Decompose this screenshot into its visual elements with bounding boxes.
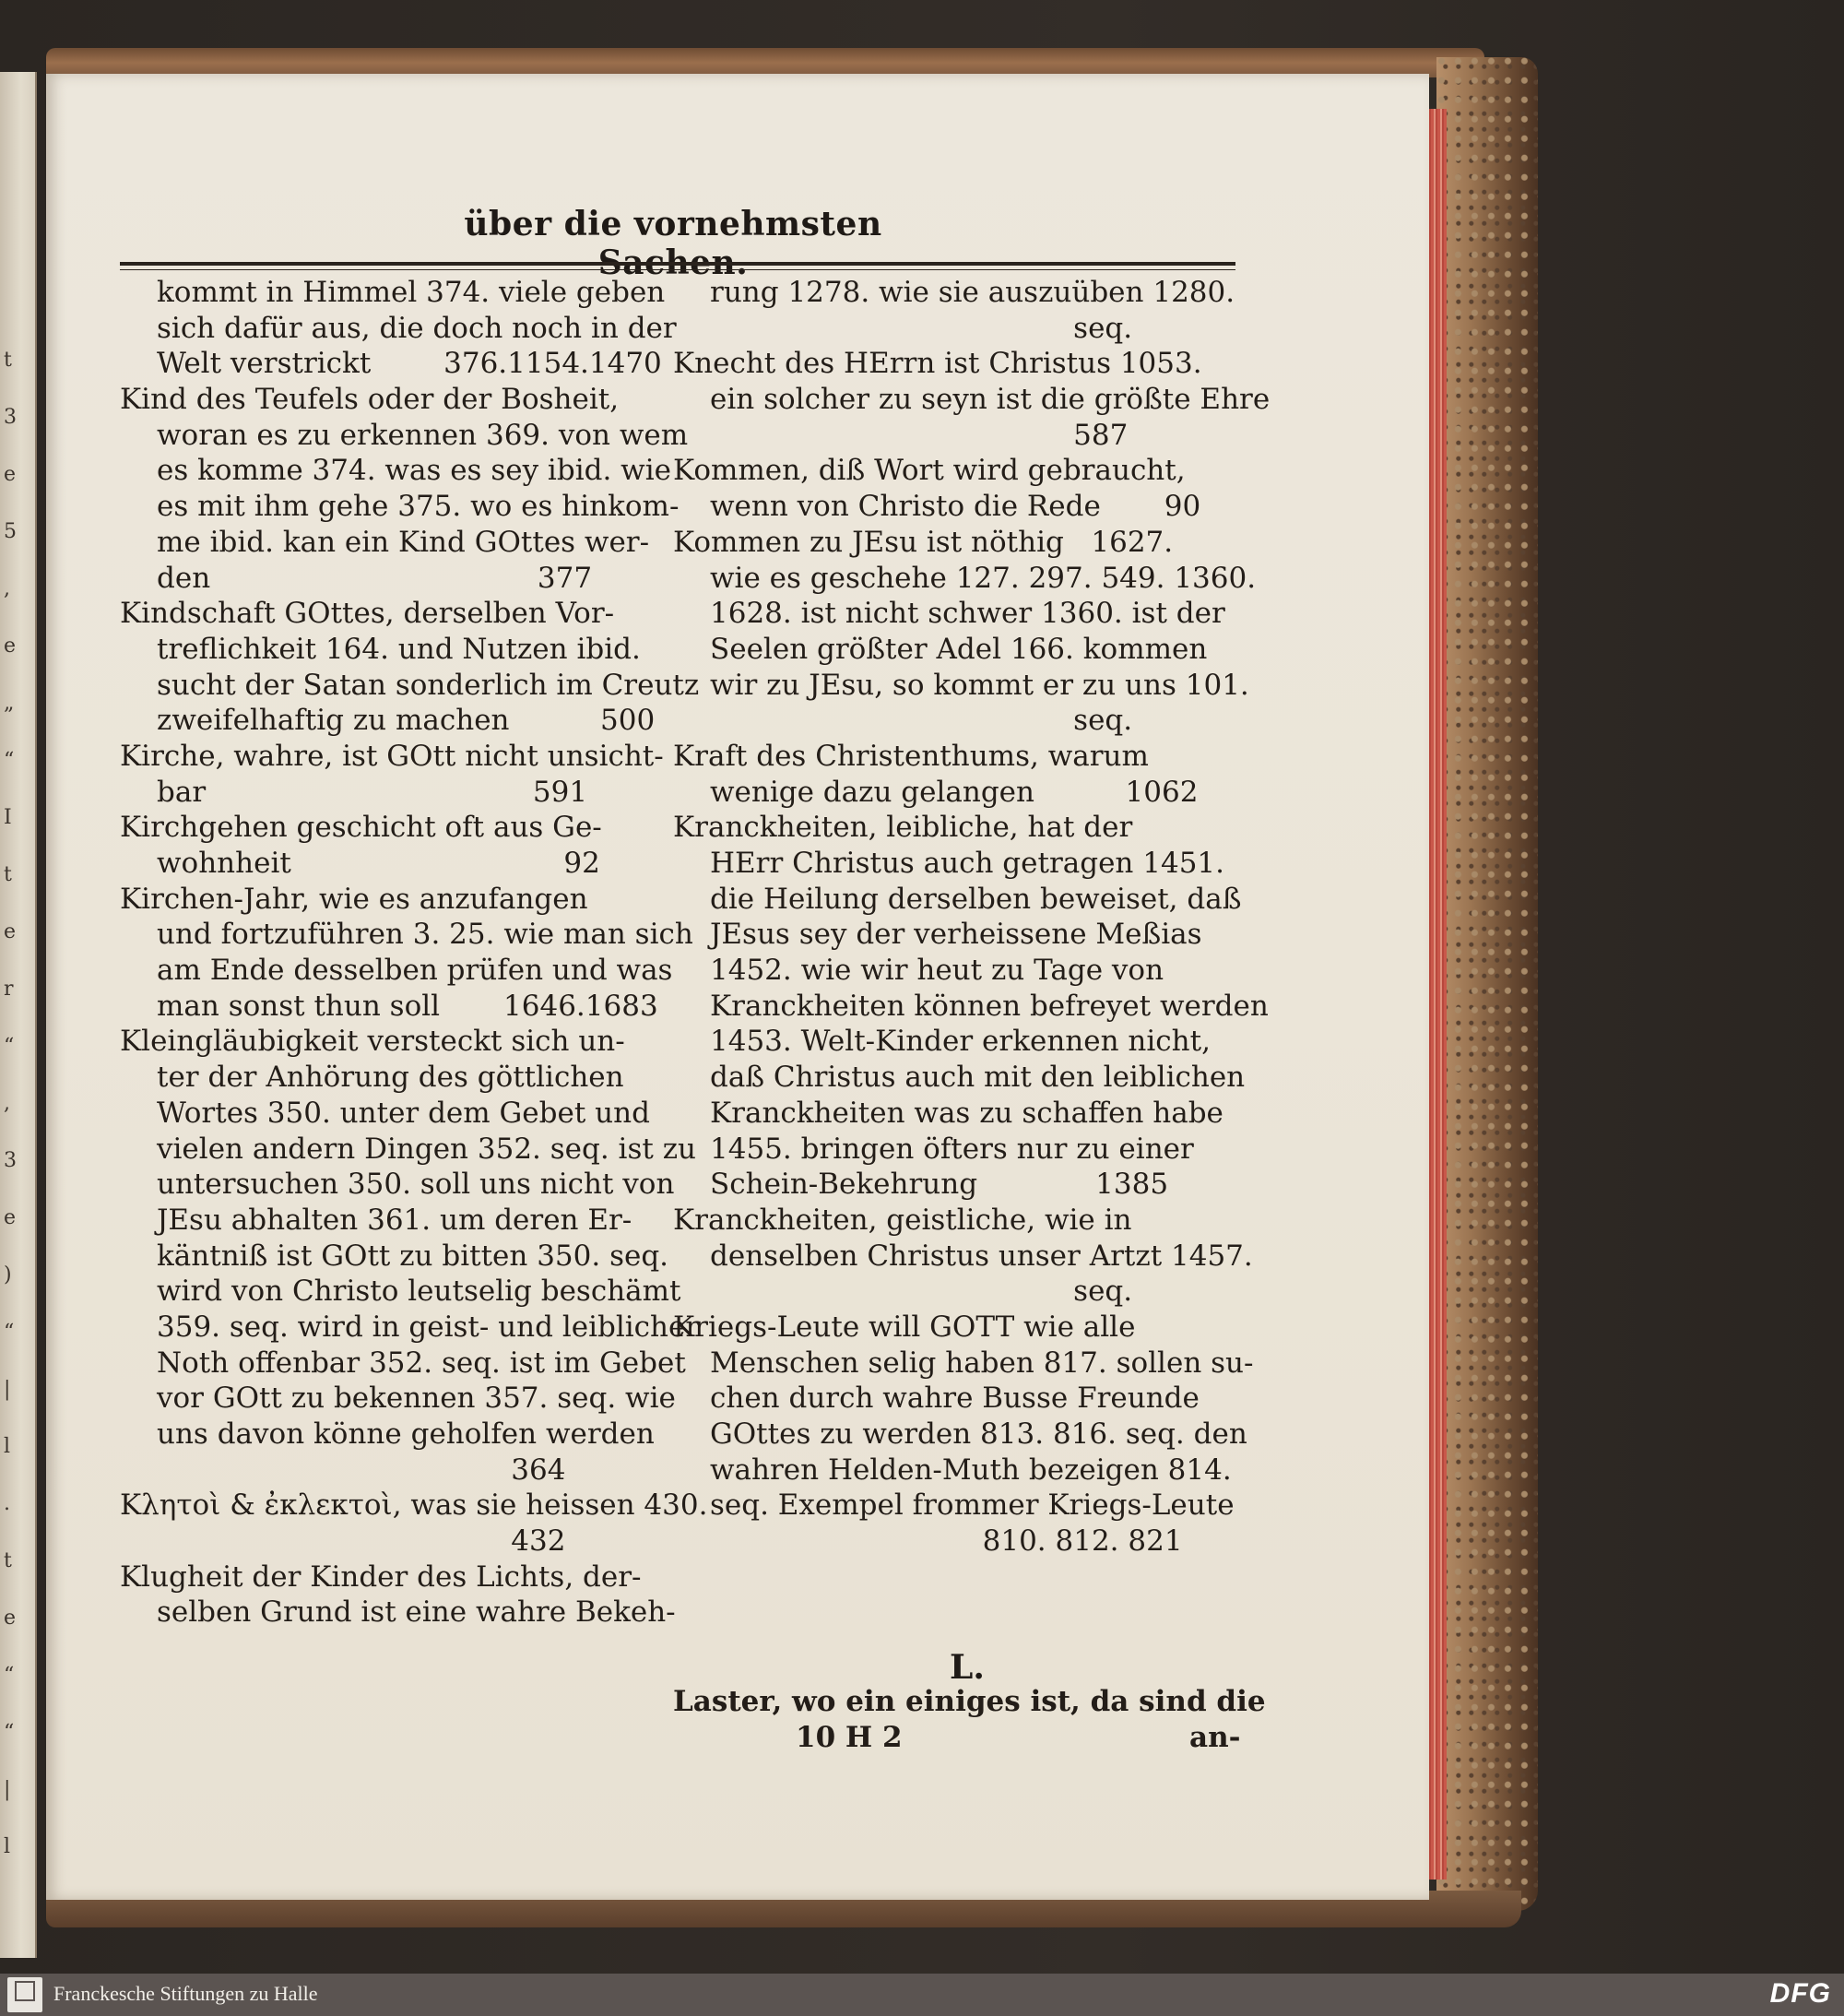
left-entry-line: und fortzuführen 3. 25. wie man sich: [157, 918, 693, 952]
sliver-fragment: e: [4, 634, 17, 658]
left-entry: [120, 596, 700, 739]
right-entry-line: 1628. ist nicht schwer 1360. ist der: [710, 597, 1225, 631]
right-entry-line: 1453. Welt-Kinder erkennen nicht,: [710, 1025, 1211, 1059]
right-entry: [673, 346, 1271, 453]
sliver-fragment: e: [4, 920, 17, 943]
sliver-fragment: “: [4, 1035, 15, 1058]
left-entry-line: 359. seq. wird in geist- und leiblicher: [157, 1310, 700, 1344]
head-rule: [120, 262, 1235, 266]
left-entry-headline: Kleingläubigkeit versteckt sich un-: [120, 1025, 625, 1059]
head-rule-thin: [120, 269, 1235, 270]
left-entry: [120, 810, 673, 881]
right-entry-line: Seelen größter Adel 166. kommen: [710, 632, 1208, 666]
left-entry-line: kommt in Himmel 374. viele geben: [157, 276, 666, 309]
right-entry-line: wenige dazu gelangen 1062: [710, 775, 1199, 809]
right-entry: [673, 1310, 1254, 1559]
left-entry-line: vor GOtt zu bekennen 357. seq. wie: [157, 1382, 676, 1416]
left-entry-line: zweifelhaftig zu machen 500: [157, 704, 656, 738]
right-entry-line: Menschen selig haben 817. sollen su-: [710, 1346, 1254, 1380]
left-entry-headline: Kirchen-Jahr, wie es anzufangen: [120, 882, 588, 916]
sliver-fragment: e: [4, 1607, 17, 1630]
right-entry-line: rung 1278. wie sie auszuüben 1280.: [710, 276, 1235, 309]
sliver-fragment: l: [4, 1835, 11, 1858]
sliver-fragment: 3: [4, 406, 17, 429]
left-entry-headline: Klugheit der Kinder des Lichts, der-: [120, 1559, 642, 1594]
left-entry-line: wird von Christo leutselig beschämt: [157, 1275, 681, 1309]
sliver-fragment: ,: [4, 577, 10, 600]
left-entry-headline: Κλητοὶ & ἐκλεκτοὶ, was sie heissen 430.: [120, 1488, 708, 1523]
sliver-fragment: .: [4, 1492, 10, 1515]
left-entry-line: vielen andern Dingen 352. seq. ist zu: [157, 1132, 696, 1166]
right-entry-line: denselben Christus unser Artzt 1457.: [710, 1239, 1253, 1273]
left-entry: [120, 739, 673, 810]
left-entry-line: wohnheit 92: [157, 847, 600, 880]
right-entry: [673, 810, 1269, 1203]
sliver-fragment: r: [4, 978, 14, 1001]
left-entry-headline: Kirche, wahre, ist GOtt nicht unsicht-: [120, 739, 664, 773]
sliver-fragment: t: [4, 1549, 12, 1572]
right-entry-line: die Heilung derselben beweiset, daß: [710, 882, 1242, 916]
sliver-fragment: I: [4, 806, 12, 829]
right-entry-headline: Kraft des Christenthums, warum: [673, 739, 1149, 773]
sliver-fragment: ,: [4, 1092, 10, 1115]
left-entry-line: sucht der Satan sonderlich im Creutz: [157, 668, 700, 702]
sliver-fragment: “: [4, 1721, 15, 1744]
sliver-fragment: ): [4, 1263, 12, 1287]
right-entry-line: seq.: [710, 311, 1133, 345]
right-entry-line: wie es geschehe 127. 297. 549. 1360.: [710, 561, 1257, 595]
sliver-fragment: 3: [4, 1149, 17, 1172]
left-entry-line: ter der Anhörung des göttlichen: [157, 1061, 624, 1095]
sliver-fragment: l: [4, 1435, 11, 1458]
left-entry-line: käntniß ist GOtt zu bitten 350. seq.: [157, 1239, 669, 1273]
right-entry-headline: Kriegs-Leute will GOTT wie alle: [673, 1310, 1136, 1344]
right-entry-line: wenn von Christo die Rede 90: [710, 490, 1201, 524]
right-entry-line: daß Christus auch mit den leiblichen: [710, 1061, 1246, 1095]
sliver-fragment: “: [4, 1664, 15, 1687]
book-page: [46, 74, 1429, 1900]
sliver-fragment: “: [4, 749, 15, 772]
left-column: [120, 275, 708, 1631]
sliver-fragment: “: [4, 1321, 15, 1344]
right-column: [673, 275, 1271, 1559]
left-entry-line: bar 591: [157, 775, 588, 809]
left-entry-line: Noth offenbar 352. seq. ist im Gebet: [157, 1346, 686, 1380]
institution-name: Franckesche Stiftungen zu Halle: [53, 1982, 318, 2005]
left-entry-line: woran es zu erkennen 369. von wem: [157, 418, 689, 452]
left-entry: [120, 1559, 676, 1631]
left-entry-line: untersuchen 350. soll uns nicht von: [157, 1168, 675, 1202]
left-entry-line: es komme 374. was es sey ibid. wie: [157, 454, 671, 488]
institution-logo-mark-icon: [15, 1981, 35, 2001]
right-entry-headline: Kommen zu JEsu ist nöthig 1627.: [673, 525, 1174, 559]
left-entry-line: es mit ihm gehe 375. wo es hinkom-: [157, 490, 680, 524]
last-entry-text: Laster, wo ein einiges ist, da sind die: [673, 1685, 1266, 1718]
right-entry-line: 587: [710, 418, 1129, 452]
right-entry-line: wir zu JEsu, so kommt er zu uns 101.: [710, 668, 1249, 702]
left-entry: [120, 1488, 708, 1559]
left-entry-line: treflichkeit 164. und Nutzen ibid.: [157, 632, 641, 666]
sliver-fragment: t: [4, 349, 12, 372]
running-head: über die vornehmsten Sachen.: [464, 205, 882, 282]
right-entry-line: JEsus sey der verheissene Meßias: [710, 918, 1202, 952]
right-entry: [673, 525, 1257, 739]
left-entry-headline: Kindschaft GOttes, derselben Vor-: [120, 597, 615, 631]
right-entry-line: ein solcher zu seyn ist die größte Ehre: [710, 383, 1271, 417]
right-entry-line: GOttes zu werden 813. 816. seq. den: [710, 1417, 1247, 1451]
right-entry: [673, 739, 1254, 810]
sliver-fragment: e: [4, 463, 17, 486]
signature-mark: 10 H 2: [796, 1721, 903, 1754]
sliver-fragment: |: [4, 1378, 11, 1401]
right-entry-line: Schein-Bekehrung 1385: [710, 1168, 1169, 1202]
left-entry-line: man sonst thun soll 1646.1683: [157, 989, 658, 1023]
right-entry-line: seq.: [710, 1275, 1133, 1309]
left-entry: [120, 382, 689, 596]
right-entry-headline: Knecht des HErrn ist Christus 1053.: [673, 347, 1202, 381]
catchword: an-: [1189, 1721, 1241, 1754]
sliver-fragment: 5: [4, 520, 17, 543]
left-entry: [120, 882, 693, 1025]
right-entry-line: 1452. wie wir heut zu Tage von: [710, 954, 1164, 988]
left-entry: [120, 1024, 700, 1488]
right-entry-headline: Kranckheiten, geistliche, wie in: [673, 1203, 1132, 1237]
left-entry-line: selben Grund ist eine wahre Bekeh-: [157, 1595, 676, 1630]
section-letter: L.: [950, 1648, 985, 1687]
left-entry-headline: Kirchgehen geschicht oft aus Ge-: [120, 811, 602, 845]
sliver-fragment: t: [4, 863, 12, 886]
left-entry-headline: Kind des Teufels oder der Bosheit,: [120, 383, 620, 417]
right-entry-line: seq.: [710, 704, 1133, 738]
left-page-sliver: [0, 72, 37, 1958]
right-entry-line: 810. 812. 821: [710, 1524, 1183, 1559]
left-entry-line: uns davon könne geholfen werden: [157, 1417, 655, 1451]
right-entry-line: chen durch wahre Busse Freunde: [710, 1382, 1200, 1416]
left-entry-line: Wortes 350. unter dem Gebet und: [157, 1096, 650, 1130]
book-cover-right: [1436, 57, 1538, 1911]
right-entry-line: Kranckheiten können befreyet werden: [710, 989, 1269, 1023]
right-entry: [673, 275, 1254, 346]
right-entry: [673, 453, 1254, 524]
right-entry-line: seq. Exempel frommer Kriegs-Leute: [710, 1488, 1235, 1523]
left-entry: [120, 275, 677, 382]
left-entry-line: Welt verstrickt 376.1154.1470: [157, 347, 662, 381]
last-entry: [673, 1685, 1266, 1718]
left-entry-line: den 377: [157, 561, 593, 595]
sliver-fragment: „: [4, 692, 15, 715]
left-entry-line: 364: [157, 1453, 566, 1487]
sliver-fragment: |: [4, 1778, 11, 1801]
sliver-fragment: e: [4, 1206, 17, 1229]
right-entry: [673, 1203, 1254, 1310]
right-entry-line: wahren Helden-Muth bezeigen 814.: [710, 1453, 1232, 1487]
left-entry-line: 432: [157, 1524, 566, 1559]
left-entry-line: me ibid. kan ein Kind GOttes wer-: [157, 525, 650, 559]
right-entry-line: 1455. bringen öfters nur zu einer: [710, 1132, 1194, 1166]
right-entry-line: Kranckheiten was zu schaffen habe: [710, 1096, 1223, 1130]
left-entry-line: am Ende desselben prüfen und was: [157, 954, 673, 988]
left-entry-line: JEsu abhalten 361. um deren Er-: [157, 1203, 632, 1237]
right-entry-headline: Kommen, diß Wort wird gebraucht,: [673, 454, 1186, 488]
left-entry-line: sich dafür aus, die doch noch in der: [157, 311, 677, 345]
right-entry-line: HErr Christus auch getragen 1451.: [710, 847, 1224, 880]
right-entry-headline: Kranckheiten, leibliche, hat der: [673, 811, 1133, 845]
dfg-logo: DFG: [1769, 1978, 1831, 2009]
